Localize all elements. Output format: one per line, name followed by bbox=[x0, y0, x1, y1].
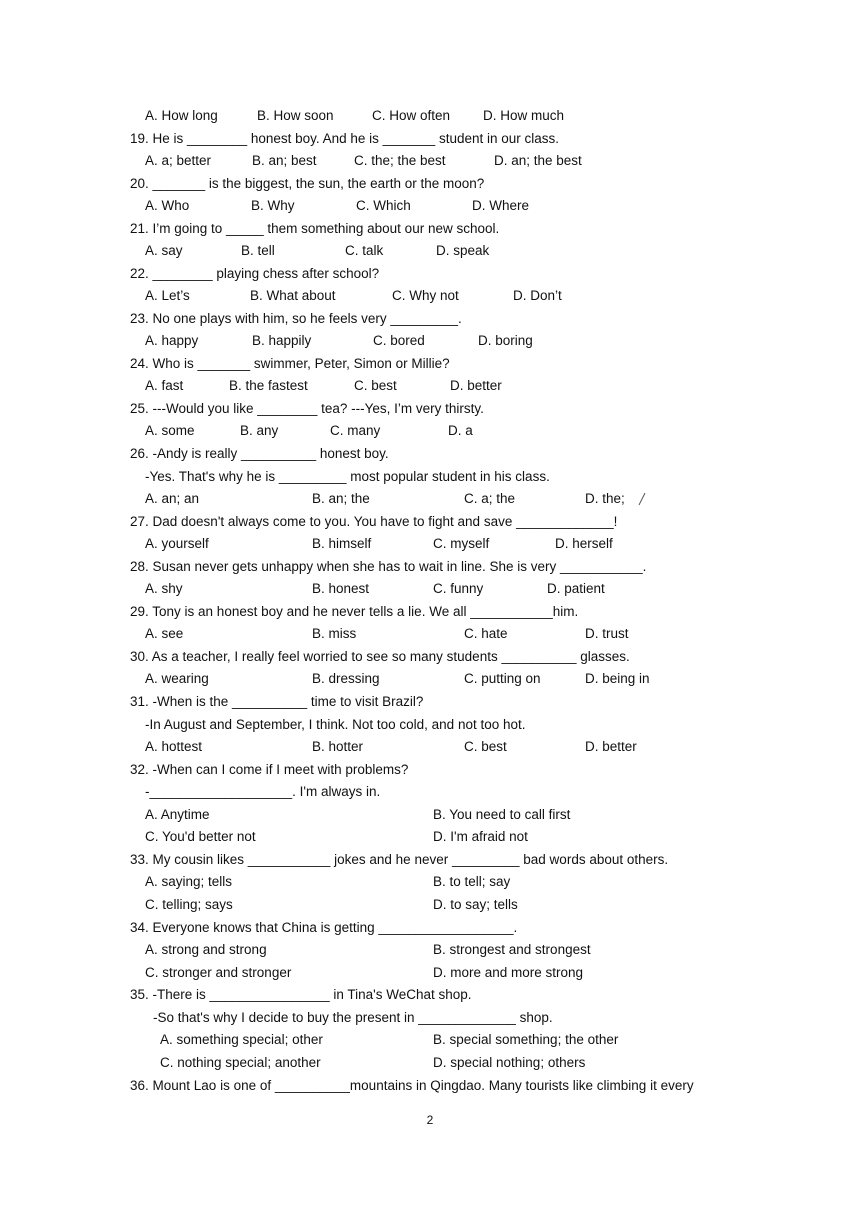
q22-option-d: D. Don’t bbox=[513, 288, 562, 303]
q23-option-d: D. boring bbox=[478, 333, 533, 348]
q26-stem: 26. -Andy is really __________ honest boy. bbox=[130, 446, 389, 461]
q27-stem: 27. Dad doesn't always come to you. You have to fight and save _____________! bbox=[130, 514, 618, 529]
q24-option-a: A. fast bbox=[145, 378, 184, 393]
q22-option-a: A. Let’s bbox=[145, 288, 190, 303]
q25-option-a: A. some bbox=[145, 423, 195, 438]
q24-option-b: B. the fastest bbox=[229, 378, 308, 393]
q21-option-a: A. say bbox=[145, 243, 183, 258]
q31-stem: 31. -When is the __________ time to visit Brazil? bbox=[130, 694, 424, 709]
q35-option-b: B. special something; the other bbox=[433, 1032, 619, 1047]
q34-option-a: A. strong and strong bbox=[145, 942, 267, 957]
q18-option-c: C. How often bbox=[372, 108, 451, 123]
q22-stem: 22. ________ playing chess after school? bbox=[130, 266, 380, 281]
q30-stem: 30. As a teacher, I really feel worried to see so many students __________ glasses. bbox=[130, 649, 630, 664]
q32-option-a: A. Anytime bbox=[145, 807, 210, 822]
q33-option-b: B. to tell; say bbox=[433, 874, 511, 889]
q21-option-d: D. speak bbox=[436, 243, 490, 258]
q26-option-b: B. an; the bbox=[312, 491, 370, 506]
q18-option-d: D. How much bbox=[483, 108, 565, 123]
q35-option-c: C. nothing special; another bbox=[160, 1055, 321, 1070]
q27-option-a: A. yourself bbox=[145, 536, 209, 551]
slash-mark-icon bbox=[637, 492, 647, 506]
q18-option-a: A. How long bbox=[145, 108, 218, 123]
q18-option-b: B. How soon bbox=[257, 108, 334, 123]
q31-option-c: C. best bbox=[464, 739, 507, 754]
q33-option-d: D. to say; tells bbox=[433, 897, 518, 912]
q31-option-d: D. better bbox=[585, 739, 637, 754]
q22-option-b: B. What about bbox=[250, 288, 336, 303]
q19-option-b: B. an; best bbox=[252, 153, 317, 168]
q34-stem: 34. Everyone knows that China is getting __________________. bbox=[130, 920, 518, 935]
q28-option-c: C. funny bbox=[433, 581, 484, 596]
q25-stem: 25. ---Would you like ________ tea? ---Yes, I’m very thirsty. bbox=[130, 401, 484, 416]
q31-stem-reply: -In August and September, I think. Not too cold, and not too hot. bbox=[145, 717, 526, 732]
q24-stem: 24. Who is _______ swimmer, Peter, Simon or Millie? bbox=[130, 356, 450, 371]
q30-option-a: A. wearing bbox=[145, 671, 209, 686]
q31-option-b: B. hotter bbox=[312, 739, 364, 754]
q29-stem: 29. Tony is an honest boy and he never tells a lie. We all ___________him. bbox=[130, 604, 579, 619]
q23-option-b: B. happily bbox=[252, 333, 312, 348]
q25-option-c: C. many bbox=[330, 423, 381, 438]
q35-option-a: A. something special; other bbox=[160, 1032, 323, 1047]
q29-option-d: D. trust bbox=[585, 626, 629, 641]
q33-stem: 33. My cousin likes ___________ jokes and he never _________ bad words about others. bbox=[130, 852, 669, 867]
q24-option-d: D. better bbox=[450, 378, 502, 393]
page-number: 2 bbox=[426, 1113, 434, 1127]
q27-option-d: D. herself bbox=[555, 536, 613, 551]
q36-stem: 36. Mount Lao is one of __________mountains in Qingdao. Many tourists like climbing it every bbox=[130, 1078, 694, 1093]
q23-stem: 23. No one plays with him, so he feels very _________. bbox=[130, 311, 462, 326]
q30-option-d: D. being in bbox=[585, 671, 650, 686]
q21-option-c: C. talk bbox=[345, 243, 384, 258]
q23-option-c: C. bored bbox=[373, 333, 425, 348]
q26-stem-reply: -Yes. That's why he is _________ most popular student in his class. bbox=[145, 469, 550, 484]
q19-option-d: D. an; the best bbox=[494, 153, 582, 168]
q20-option-c: C. Which bbox=[356, 198, 411, 213]
q33-option-a: A. saying; tells bbox=[145, 874, 233, 889]
q20-stem: 20. _______ is the biggest, the sun, the earth or the moon? bbox=[130, 176, 485, 191]
q35-stem-reply: -So that's why I decide to buy the present in _____________ shop. bbox=[153, 1010, 553, 1025]
q25-option-b: B. any bbox=[240, 423, 279, 438]
q27-option-c: C. myself bbox=[433, 536, 490, 551]
q21-option-b: B. tell bbox=[241, 243, 275, 258]
q32-stem: 32. -When can I come if I meet with problems? bbox=[130, 762, 409, 777]
q32-option-c: C. You'd better not bbox=[145, 829, 256, 844]
q26-option-a: A. an; an bbox=[145, 491, 200, 506]
q34-option-b: B. strongest and strongest bbox=[433, 942, 591, 957]
q35-option-d: D. special nothing; others bbox=[433, 1055, 586, 1070]
q19-option-a: A. a; better bbox=[145, 153, 212, 168]
q29-option-a: A. see bbox=[145, 626, 184, 641]
q30-option-c: C. putting on bbox=[464, 671, 541, 686]
q26-option-c: C. a; the bbox=[464, 491, 516, 506]
q35-stem: 35. -There is ________________ in Tina's WeChat shop. bbox=[130, 987, 472, 1002]
q22-option-c: C. Why not bbox=[392, 288, 459, 303]
q28-option-a: A. shy bbox=[145, 581, 183, 596]
q26-option-d: D. the; bbox=[585, 491, 625, 506]
q31-option-a: A. hottest bbox=[145, 739, 203, 754]
q29-option-c: C. hate bbox=[464, 626, 508, 641]
q24-option-c: C. best bbox=[354, 378, 397, 393]
q29-option-b: B. miss bbox=[312, 626, 357, 641]
q32-option-d: D. I'm afraid not bbox=[433, 829, 528, 844]
q20-option-d: D. Where bbox=[472, 198, 530, 213]
q20-option-a: A. Who bbox=[145, 198, 190, 213]
q28-option-d: D. patient bbox=[547, 581, 605, 596]
q23-option-a: A. happy bbox=[145, 333, 199, 348]
q28-option-b: B. honest bbox=[312, 581, 370, 596]
q28-stem: 28. Susan never gets unhappy when she has to wait in line. She is very ___________. bbox=[130, 559, 647, 574]
q34-option-d: D. more and more strong bbox=[433, 965, 584, 980]
q19-stem: 19. He is ________ honest boy. And he is _______ student in our class. bbox=[130, 131, 560, 146]
q32-option-b: B. You need to call first bbox=[433, 807, 571, 822]
q30-option-b: B. dressing bbox=[312, 671, 380, 686]
q21-stem: 21. I’m going to _____ them something about our new school. bbox=[130, 221, 500, 236]
q32-stem-reply: -___________________. I'm always in. bbox=[145, 784, 381, 799]
q27-option-b: B. himself bbox=[312, 536, 372, 551]
q33-option-c: C. telling; says bbox=[145, 897, 233, 912]
q19-option-c: C. the; the best bbox=[354, 153, 446, 168]
q25-option-d: D. a bbox=[448, 423, 473, 438]
q34-option-c: C. stronger and stronger bbox=[145, 965, 292, 980]
q20-option-b: B. Why bbox=[251, 198, 295, 213]
